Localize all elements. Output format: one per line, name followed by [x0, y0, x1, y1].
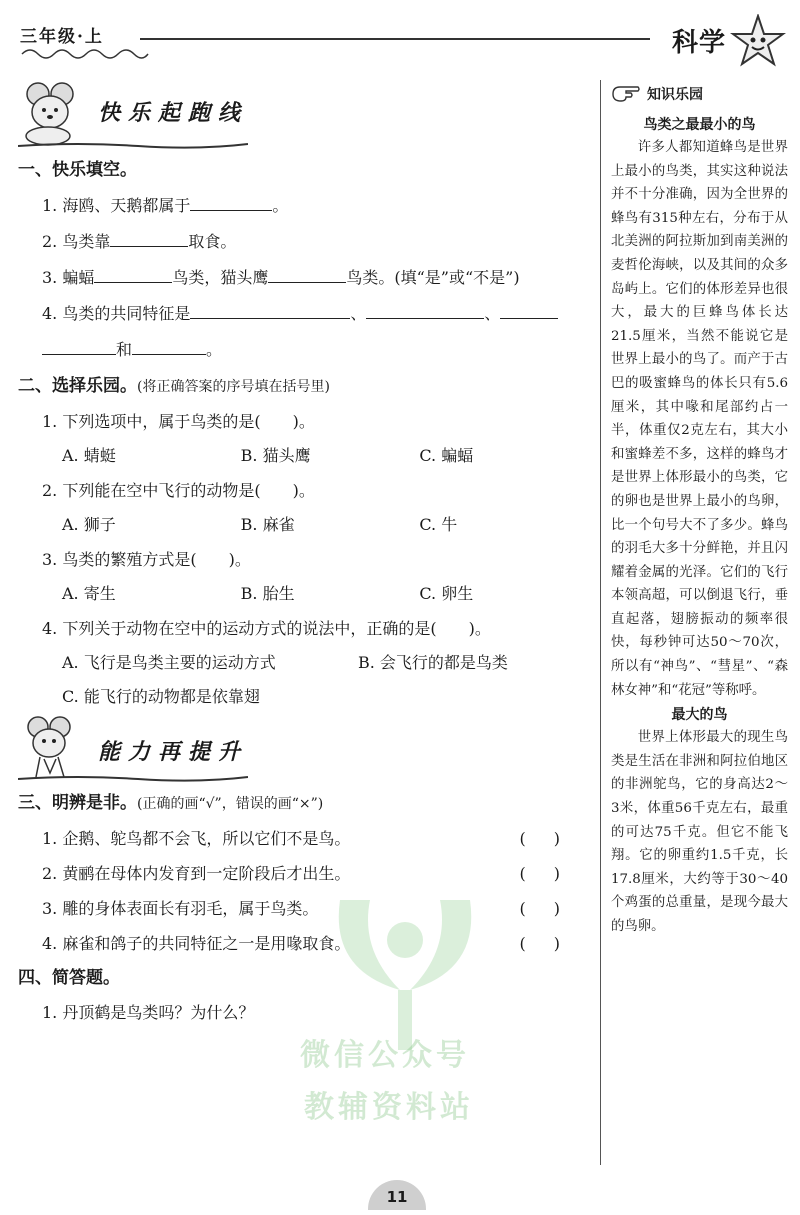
answer-blank[interactable]	[500, 301, 558, 319]
answer-blank[interactable]	[190, 193, 272, 211]
watermark-text-2: 教辅资料站	[304, 1090, 474, 1125]
decorative-wave	[20, 46, 150, 62]
banner-title: 快乐起跑线	[98, 100, 249, 126]
section-note: (将正确答案的序号填在括号里)	[137, 379, 330, 395]
choice-options-4	[18, 651, 598, 675]
section-judge-title	[18, 791, 598, 816]
separator: 、	[350, 304, 367, 323]
fill-question-2	[18, 229, 598, 254]
knowledge-sidebar	[600, 80, 788, 1165]
option-a[interactable]: A. 狮子	[62, 515, 116, 534]
question-text: 。	[206, 340, 223, 359]
option-c[interactable]: C. 能飞行的动物都是依靠翅	[62, 687, 260, 706]
short-answer-question-1: 1. 丹顶鹤是鸟类吗？为什么？	[42, 1003, 255, 1022]
sidebar-title: 知识乐园	[647, 87, 703, 103]
question-text: 3. 蝙蝠	[42, 268, 95, 287]
section-fill-blank-title: 一、快乐填空。	[18, 160, 137, 180]
option-c[interactable]: C. 牛	[419, 515, 458, 534]
banner-title: 能力再提升	[98, 739, 249, 765]
answer-paren[interactable]: ()	[519, 864, 588, 883]
option-b[interactable]: B. 麻雀	[240, 515, 295, 534]
choice-question-4: 4. 下列关于动物在空中的运动方式的说法中，正确的是( )。	[42, 619, 491, 638]
option-c[interactable]: C. 卵生	[419, 584, 474, 603]
answer-blank[interactable]	[42, 337, 116, 355]
watermark-text-1: 微信公众号	[300, 1038, 470, 1073]
answer-blank[interactable]	[132, 337, 206, 355]
option-a[interactable]: A. 飞行是鸟类主要的运动方式	[62, 653, 276, 672]
choice-question-3: 3. 鸟类的繁殖方式是( )。	[42, 550, 251, 569]
option-a[interactable]: A. 蜻蜓	[62, 446, 116, 465]
question-text: 和	[116, 340, 133, 359]
choice-options-1	[18, 444, 598, 468]
page-number: 11	[368, 1180, 426, 1210]
header-rule	[140, 38, 650, 40]
mouse-mascot-icon	[18, 715, 86, 781]
judge-text: 4. 麻雀和鸽子的共同特征之一是用喙取食。	[42, 934, 351, 953]
question-text: 鸟类。(填“是”或“不是”)	[346, 268, 520, 287]
star-mascot-icon	[730, 14, 786, 70]
banner-ability-up	[18, 711, 598, 785]
article-heading-smallest-bird: 鸟类之最最小的鸟	[643, 117, 756, 133]
pointing-hand-icon	[611, 84, 641, 104]
choice-options-4-cont	[18, 685, 598, 709]
question-text: 取食。	[188, 232, 237, 251]
article-paragraph-smallest-bird: 许多人都知道蜂鸟是世界上最小的鸟类，其实这种说法并不十分准确，因为全世界的蜂鸟有315种左右，分布于从北美洲的阿拉斯加到南美洲的麦哲伦海峡，以及其间的众多岛屿上。它们的体形差异也很大，最大的巨蜂鸟体长达21.5厘米，当然不能说它是世界上最小的鸟了。而产于古巴的吸蜜蜂鸟的体长只有5.6厘米，其中喙和尾部约占一半，体重仅2克左右，其大小和蜜蜂差不多，这样的蜂鸟才是世界上体形最小的鸟类，它的卵也是世界上最小的鸟卵，比一个句号大不了多少。蜂鸟的羽毛大多十分鲜艳，并且闪耀着金属的光泽。它们的飞行本领高超，可以倒退飞行，垂直起落，翅膀振动的频率很快，每秒钟可达50～70次，所以有“神鸟”、“彗星”、“森林女神”和“花冠”等称呼。	[611, 140, 788, 698]
fill-question-3	[18, 265, 598, 290]
choice-question-1: 1. 下列选项中，属于鸟类的是( )。	[42, 412, 315, 431]
fill-question-4	[18, 301, 598, 326]
answer-blank[interactable]	[94, 265, 172, 283]
fill-question-1	[18, 193, 598, 218]
separator: 、	[484, 304, 501, 323]
choice-options-2	[18, 513, 598, 537]
banner-underline	[18, 140, 248, 150]
answer-blank[interactable]	[366, 301, 484, 319]
section-short-answer-title: 四、简答题。	[18, 968, 120, 988]
question-text: 。	[272, 196, 289, 215]
sidebar-header	[611, 80, 788, 108]
answer-blank[interactable]	[190, 301, 350, 319]
banner-underline	[18, 773, 248, 783]
answer-paren[interactable]: ()	[519, 899, 588, 918]
option-b[interactable]: B. 猫头鹰	[240, 446, 311, 465]
grade-label: 三年级·上	[20, 27, 104, 47]
choice-question-2: 2. 下列能在空中飞行的动物是( )。	[42, 481, 315, 500]
question-text: 2. 鸟类靠	[42, 232, 111, 251]
page-header	[0, 0, 800, 70]
question-text: 鸟类，猫头鹰	[172, 268, 269, 287]
section-choice-title	[18, 374, 598, 399]
choice-options-3	[18, 582, 598, 606]
subject-label: 科学	[672, 28, 727, 58]
question-text: 1. 海鸥、天鹅都属于	[42, 196, 191, 215]
judge-item-1	[18, 827, 598, 851]
option-a[interactable]: A. 寄生	[62, 584, 116, 603]
answer-blank[interactable]	[268, 265, 346, 283]
fill-question-4-cont	[18, 337, 598, 362]
judge-text: 1. 企鹅、鸵鸟都不会飞，所以它们不是鸟。	[42, 829, 351, 848]
section-note: (正确的画“√”，错误的画“×”)	[137, 796, 324, 812]
answer-paren[interactable]: ()	[519, 829, 588, 848]
option-c[interactable]: C. 蝙蝠	[419, 446, 474, 465]
option-b[interactable]: B. 胎生	[240, 584, 295, 603]
article-paragraph-largest-bird: 世界上体形最大的现生鸟类是生活在非洲和阿拉伯地区的非洲鸵鸟，它的身高达2～3米，体重56千克左右，最重的可达75千克。但它不能飞翔。它的卵重约1.5千克，长17.8厘米，大约等于30～40个鸡蛋的总重量，是现今最大的鸟卵。	[611, 730, 788, 934]
answer-paren[interactable]: ()	[519, 934, 588, 953]
answer-blank[interactable]	[110, 229, 188, 247]
option-b[interactable]: B. 会飞行的都是鸟类	[358, 653, 508, 672]
question-text: 4. 鸟类的共同特征是	[42, 304, 191, 323]
judge-text: 2. 黄鹂在母体内发育到一定阶段后才出生。	[42, 864, 351, 883]
mouse-mascot-icon	[18, 80, 86, 146]
judge-text: 3. 雕的身体表面长有羽毛，属于鸟类。	[42, 899, 319, 918]
banner-happy-start	[18, 70, 598, 150]
section-title: 二、选择乐园。	[18, 376, 137, 396]
section-title: 三、明辨是非。	[18, 793, 137, 813]
article-heading-largest-bird: 最大的鸟	[671, 707, 728, 724]
